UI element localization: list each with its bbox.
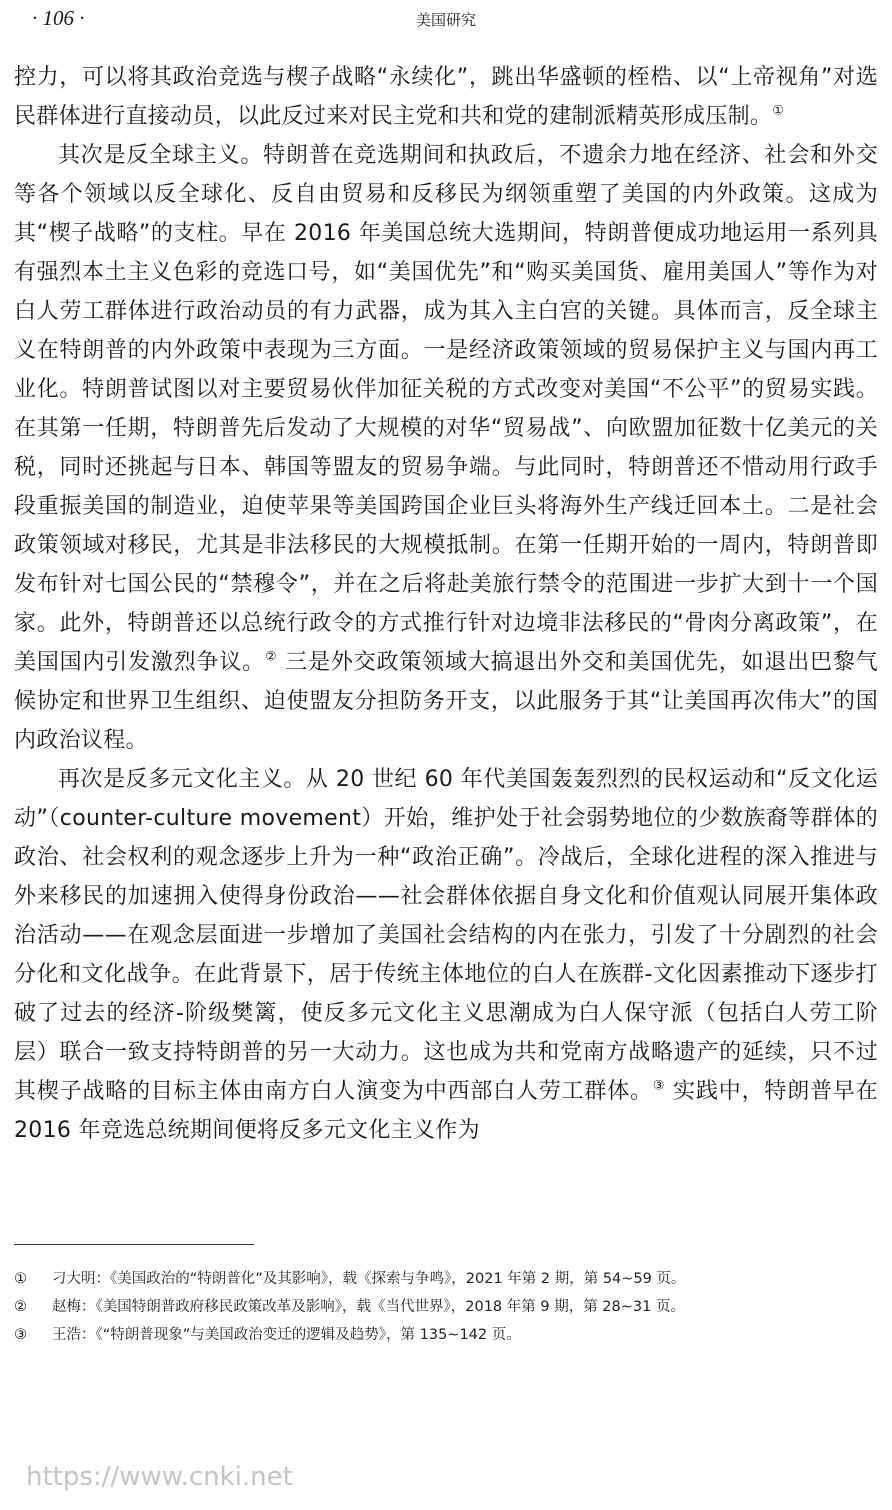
paragraph-text: 三是外交政策领域大搞退出外交和美国优先，如退出巴黎气候协定和世界卫生组织、迫使盟友分担防务开支，以此服务于其“让美国再次伟大”的国内政治议程。 [14,650,878,753]
paragraph-text: 实践中，特朗普早在 2016 年竞选总统期间便将反多元文化主义作为 [14,1079,879,1143]
footnote-mark: ① [14,1271,27,1287]
footnote-ref-2[interactable]: ② [264,649,278,665]
footnote-2 [14,1293,878,1321]
footnote-ref-3[interactable]: ③ [652,1078,666,1094]
body-text [14,58,878,1150]
paragraph-3 [14,760,878,1150]
paragraph-2 [14,136,878,760]
footnote-text: 刁大明：《美国政治的“特朗普化”及其影响》，载《探索与争鸣》，2021 年第 2 期，第 54~59 页。 [52,1271,686,1287]
paragraph-text: 其次是反全球主义。特朗普在竞选期间和执政后，不遗余力地在经济、社会和外交等各个领域以反全球化、反自由贸易和反移民为纲领重塑了美国的内外政策。这成为其“楔子战略”的支柱。早在 2016 年美国总统大选期间，特朗普便成功地运用一系列具有强烈本土主义色彩的竞选口号，如“美国优先”和“购买美国货、雇用美国人”等作为对白人劳工群体进行政治动员的有力武器，成为其入主白宫的关键。具体而言，反全球主义在特朗普的内外政策中表现为三方面。一是经济政策领域的贸易保护主义与国内再工业化。特朗普试图以对主要贸易伙伴加征关税的方式改变对美国“不公平”的贸易实践。在其第一任期，特朗普先后发动了大规模的对华“贸易战”、向欧盟加征数十亿美元的关税，同时还挑起与日本、韩国等盟友的贸易争端。与此同时，特朗普还不惜动用行政手段重振美国的制造业，迫使苹果等美国跨国企业巨头将海外生产线迁回本土。二是社会政策领域对移民，尤其是非法移民的大规模抵制。在第一任期开始的一周内，特朗普即发布针对七国公民的“禁穆令”，并在之后将赴美旅行禁令的范围进一步扩大到十一个国家。此外，特朗普还以总统行政令的方式推行针对边境非法移民的“骨肉分离政策”，在美国国内引发激烈争议。 [14,143,878,675]
source-watermark: https://www.cnki.net [26,1462,293,1492]
footnote-separator [14,1244,254,1245]
footnote-1 [14,1265,878,1293]
page-number: · 106 · [32,6,85,30]
footnote-text: 王浩：《“特朗普现象”与美国政治变迁的逻辑及趋势》，第 135~142 页。 [52,1327,521,1343]
running-head-journal: 美国研究 [415,11,476,29]
footnote-mark: ② [14,1299,27,1315]
footnotes [14,1265,878,1349]
paragraph-1 [14,58,878,136]
footnote-3 [14,1321,878,1349]
footnote-mark: ③ [14,1327,27,1343]
footnote-text: 赵梅：《美国特朗普政府移民政策改革及影响》，载《当代世界》，2018 年第 9 期，第 28~31 页。 [52,1299,685,1315]
footnote-ref-1[interactable]: ① [772,103,785,119]
page-header [26,6,866,30]
paragraph-text: 再次是反多元文化主义。从 20 世纪 60 年代美国轰轰烈烈的民权运动和“反文化运动”（counter-culture movement）开始，维护处于社会弱势地位的少数族裔等群体的政治、社会权利的观念逐步上升为一种“政治正确”。冷战后，全球化进程的深入推进与外来移民的加速拥入使得身份政治——社会群体依据自身文化和价值观认同展开集体政治活动——在观念层面进一步增加了美国社会结构的内在张力，引发了十分剧烈的社会分化和文化战争。在此背景下，居于传统主体地位的白人在族群-文化因素推动下逐步打破了过去的经济-阶级樊篱，使反多元文化主义思潮成为白人保守派（包括白人劳工阶层）联合一致支持特朗普的另一大动力。这也成为共和党南方战略遗产的延续，只不过其楔子战略的目标主体由南方白人演变为中西部白人劳工群体。 [14,767,878,1104]
paragraph-text: 控力，可以将其政治竞选与楔子战略“永续化”，跳出华盛顿的桎梏、以“上帝视角”对选民群体进行直接动员，以此反过来对民主党和共和党的建制派精英形成压制。 [14,65,878,129]
